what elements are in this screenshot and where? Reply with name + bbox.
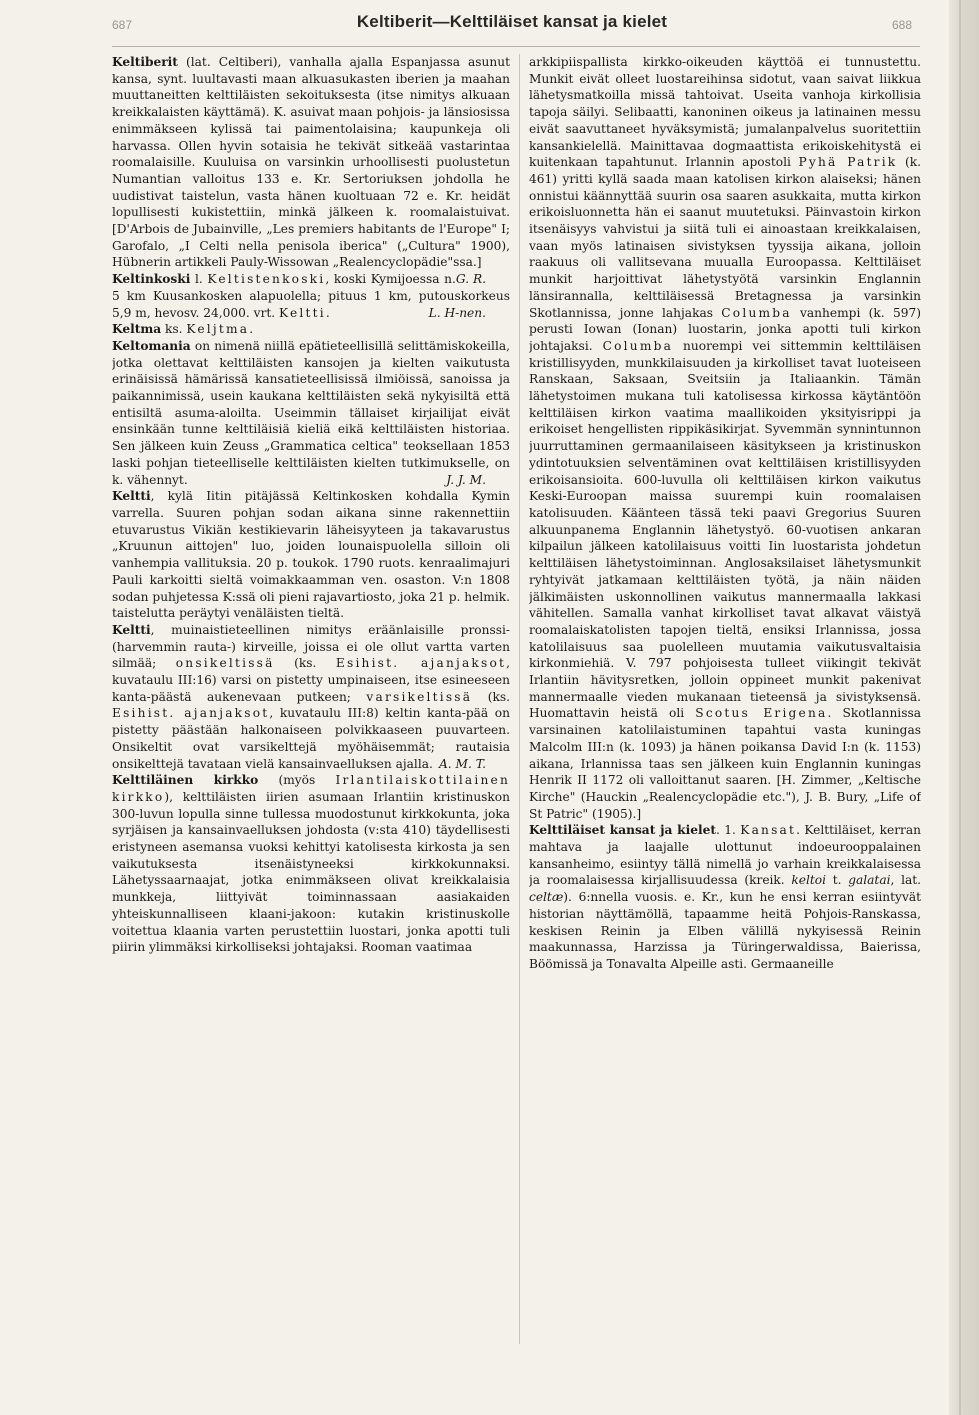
entry-text: arkkipiispallista kirkko-oikeuden käyttöä ei tunnustettu. Munkit eivät olleet luostareihinsa sidotut, vaan saivat liikkua lähetysmatkoilla missä tahtoivat. Useita vanhoja kirkollisia tapoja säilyi. Selibaatti, kanoninen oikeus ja latinainen messu eivät saavuttaneet hyväksymistä; jumalanpalvelus suoritettiin kansankielellä. Mainittavaa dogmaattista erikoiskehitystä ei kuitenkaan tapahtunut. Irlannin apostoli: [529, 55, 921, 170]
entry-keltti-axe: [112, 622, 510, 772]
headword: Kelttiläiset kansat ja kielet: [529, 823, 716, 838]
spaced-term: Keltti: [279, 305, 326, 320]
author-signature: J. J. M.: [446, 472, 486, 487]
entry-text: , kylä Iitin pitäjässä Keltinkosken kohdalla Kymin varrella. Suuren pohjan sodan aikana sinne rakennettiin etuvarustus Vikiän kestikievarin läheisyyteen ja takavarustus „Kruunun aittojen" luo, joiden lounaispuolella silloin oli vanhempia vallituksia. 20 p. toukok. 1790 ruots. kenraalimajuri Pauli karkoitti sieltä voimakkaamman ven. osaston. V:n 1808 sodan puhjetessa K:ssä oli pieni rajavartiosto, joka 21 p. helmik. taistelutta peräytyi venäläisten tieltä.: [112, 489, 510, 621]
headword: Keltomania: [112, 338, 191, 353]
entry-text: .: [325, 305, 330, 320]
entry-text: (lat. Celtiberi), vanhalla ajalla Espanjassa asunut kansa, synt. luultavasti maan alkuasukasten iberien ja maahan muuttaneitten kelttiläisten sekoituksesta (itse nimitys alkuaan kreikkalaisten käyttämä). K. asuivat maan pohjois- ja länsiosissa enimmäkseen kylissä tai paimentolaisina; kaupunkeja oli harvassa. Ollen hyvin sotaisia he tekivät sitkeää vastarintaa roomalaisille. Kuuluisa on varsinkin urhoollisesti puolustetun Numantian valloitus 133 e. Kr. Sertoriuksen johdolla he uudistivat taistelun, vasta hänen kuoltuaan 72 e. Kr. heidät lopullisesti kukistettiin, minkä jälkeen k. roomalaistuivat. [D'Arbois de Jubainville, „Les premiers habitants de l'Europe" I; Garofalo, „I Celti nella penisola iberica" („Cultura" 1900), Hübnerin artikkeli Pauly-Wissowan „Realencyclopädie"ssa.]: [112, 55, 510, 270]
spaced-term: Kansat: [740, 823, 797, 838]
header-rule: [112, 46, 920, 47]
column-divider: [519, 54, 520, 1344]
spaced-term: Columba: [721, 305, 792, 320]
entry-text: l.: [190, 272, 208, 287]
author-signature: L. H-nen.: [428, 305, 486, 320]
entry-text: , lat.: [890, 873, 921, 888]
entry-text: (k. 461) yritti kyllä saada maan katolisen kirkon alaiseksi; hänen onnistui käännyttää suurin osa saaren asukkaita, mutta kirkon erikoisluonnetta hän ei saanut muutetuksi. Päinvastoin kirkon itsenäisyys vahvistui ja siitä tuli ei ainoastaan kreikkalaisen, vaan myös latinaisen sivistyksen tyyssija aikana, jolloin raakuus oli vallitsevana muualla Euroopassa. Kelttiläiset munkit harjoittivat lähetystyötä varsinkin Englannin länsirannalla, kelttiläisessä Bretagnessa ja varsinkin Skotlannissa, jonne lahjakas: [529, 155, 921, 320]
entry-text: ), kelttiläisten iirien asumaan Irlantiin kristinuskon 300-luvun lopulla sinne tullessa muodostunut kirkkokunta, joka syrjäisen ja kansainvaelluksen johdosta (v:sta 410) täydellisesti eristyneen asemansa vuoksi kehittyi katolisesta kirkosta ja sen vaikutuksesta itsenäistyneeksi kirkkokunnaksi. Lähetyssaarnaajat, jotka enimmäkseen olivat kreikkalaisia munkkeja, liittyivät toiminnassaan aasiakaiden yhteiskunnalliseen klaani-jakoon: kutakin kristinuskolle voitettua klaania varten perustettiin luostari, jonka apotti tuli piirin ylimmäksi kirkolliseksi johtajaksi. Rooman vaatimaa: [112, 789, 510, 955]
author-signature: G. R.: [455, 272, 486, 287]
spaced-term: varsikeltissä: [366, 689, 473, 704]
spaced-term: Pyhä Patrik: [798, 155, 898, 170]
running-title: Keltiberit—Kelttiläiset kansat ja kielet: [356, 12, 668, 31]
italic-term: celtæ: [529, 890, 564, 905]
right-page-number: 688: [891, 18, 912, 32]
entry-text: ks.: [161, 322, 187, 337]
spaced-term: Esihist. ajanjaksot: [335, 656, 507, 671]
entry-text: . 1.: [716, 823, 741, 838]
entry-text: (myös: [258, 773, 336, 788]
spaced-term: Keljtma: [186, 322, 250, 337]
entry-text: , muinaistieteellinen nimitys eräänlaisille pronssi- (harvemmin rauta-) kirveille, joissa ei ole ollut vartta varten silmää;: [112, 622, 510, 671]
author-signature: A. M. T.: [439, 756, 486, 771]
entry-keltinkoski: [112, 271, 510, 321]
headword: Keltti: [112, 622, 151, 637]
left-column: [112, 54, 510, 1354]
entry-continuation: [529, 54, 921, 822]
entry-keltma: [112, 321, 510, 338]
italic-term: galatai: [848, 873, 891, 888]
entry-text: , koski Kymijoessa n. 5 km Kuusankosken alapuolella; pituus 1 km, putouskorkeus 5,9 m, hevosv. 24,000. vrt.: [112, 272, 510, 320]
entry-kelttilaiset-kansat: [529, 822, 921, 972]
spaced-term: onsikeltissä: [175, 656, 275, 671]
entry-kelttilainen-kirkko: [112, 772, 510, 956]
right-column: [529, 54, 921, 1354]
spaced-term: Keltistenkoski: [207, 272, 326, 287]
entry-keltti-village: [112, 488, 510, 622]
entry-text: ). 6:nnella vuosis. e. Kr., kun he ensi kerran esiintyvät historian näyttämöllä, tapaamme heitä Pohjois-Ranskassa, keskisen Reinin ja Elben välillä nykyisessä Reinin maakunnassa, Harzissa ja Türingerwaldissa, Baierissa, Böömissä ja Tonavalta Alpeille asti. Germaaneille: [529, 890, 921, 971]
spaced-term: Columba: [602, 338, 674, 353]
entry-text: . Skotlannissa varsinainen katolilaistuminen tapahtui vasta kuningas Malcolm III:n (k. 1093) ja hänen poikansa David I:n (k. 1153) aikana, Irlannissa taas sen jälkeen kuin Englannin kuningas Henrik II 1172 oli valloittanut saaren. [H. Zimmer, „Keltische Kirche" (Hauckin „Realencyclopädie etc."), J. B. Bury, „Life of St Patric" (1905).]: [529, 706, 921, 821]
entry-text: , kuvataulu III:8) keltin kanta-pää on pistetty päästään halkonaiseen polvikkaaseen puuvarteen. Onsikeltit ovat varsikelttejä myöhäisemmät; rautaisia onsikelttejä tavataan vielä kansainvaelluksen ajalla.: [112, 706, 510, 771]
entry-text: .: [249, 322, 254, 337]
headword: Keltti: [112, 489, 151, 504]
entry-text: nuorempi vei sittemmin kelttiläisen kristillisyyden, munkkilaisuuden ja kirkolliset tavat luoteiseen Ranskaan, Saksaan, Sveitsiin ja Italiaankin. Tämän lähetystoimen mukana tuli katolisessa kirkossa käytäntöön kelttiläisen kirkon vaatima maallikoiden yksityisrippi ja erikoiset hengellisten rippikäsikirjat. Syvemmän synnintunnon juurruttaminen germaanilaiseen käsitykseen ja kristinuskon ydintotuuksien selventäminen ovat kelttiläisen kristillisyyden erikoisansioita. 600-luvulla oli kelttiläisen kirkon vaikutus Keski-Euroopan maissa suurempi kuin roomalaisen katolisuuden. Käänteen tässä teki paavi Gregorius Suuren alkuunpanema Englannin lähetystyö. 60-vuotisen ankaran kilpailun jälkeen katolilaisuus voitti Iin luostarista johdetun kelttiläisen lähetystoiminnan. Anglosaksilaiset lähetysmunkit ryhtyivät jatkamaan kelttiläisten työtä, ja näin näiden jälkimäisten uskonnollinen vaikutus mannermaalla lakkasi vähitellen. Samalla vanhat kirkolliset tavat alkavat väistyä roomalaiskatolisten tapojen tieltä, ensiksi Irlannissa, jossa katolilaisuus saa puolelleen muutamia vaikutusvaltaisia kirkonmiehiä. V. 797 pohjoisesta tulleet viikingit tekivät Irlantiin hävitysretken, jolloin oppineet munkit pakenivat mannermaalle vieden mukanaan tieteensä ja sivistyksensä. Huomattavin heistä oli: [529, 338, 921, 721]
page-header: [112, 12, 912, 40]
headword: Keltinkoski: [112, 272, 191, 287]
entry-text: vanhempi (k. 597) perusti Iowan (Ionan) luostarin, jonka apotti tuli kirkon johtajaksi.: [529, 305, 921, 353]
entry-text: . Kelttiläiset, kerran mahtava ja laajalle ulottunut indoeurooppalainen kansanheimo, esiintyy tällä nimellä jo varhain kreikkalaisessa ja roomalaisessa kirjallisuudessa (kreik.: [529, 823, 921, 888]
italic-term: keltoi: [791, 873, 827, 888]
entry-text: on nimenä niillä epätieteellisillä selittämiskokeilla, jotka olettavat kelttiläisten kansojen ja kielten vaikutusta erinäisissä hämärissä kansatieteellisissä ilmiöissä, sanoissa ja paikannimissä, usein kaukana kelttiläisten sekä nykyisiltä että entisiltä asuma-aloilta. Useimmin tällaiset kirjailijat eivät ensinkään tunne kelttiläisiä kieliä eikä kelttiläisten historiaa. Sen jälkeen kuin Zeuss „Grammatica celtica" teoksellaan 1853 laski pohjan tieteelliselle kelttiläisten kielten tutkimukselle, on k. vähennyt.: [112, 338, 510, 487]
headword: Kelttiläinen kirkko: [112, 773, 259, 788]
headword: Keltiberit: [112, 55, 178, 69]
entry-text: , kuvataulu III:16) varsi on pistetty umpinaiseen, itse esineeseen kanta-päästä aukenevaan putkeen;: [112, 656, 510, 704]
entry-keltomania: [112, 338, 510, 488]
entry-text: (ks.: [472, 689, 510, 704]
left-page-number: 687: [112, 18, 133, 32]
entry-text: (ks.: [274, 656, 336, 671]
spaced-term: Irlantilaiskottilainen kirkko: [112, 773, 510, 804]
edge-line: [959, 0, 961, 1415]
page-edge: [949, 0, 979, 1415]
spaced-term: Esihist. ajanjaksot: [112, 706, 270, 721]
spaced-term: Scotus Erigena: [695, 706, 828, 721]
headword: Keltma: [112, 322, 162, 337]
entry-text: t.: [826, 873, 849, 888]
